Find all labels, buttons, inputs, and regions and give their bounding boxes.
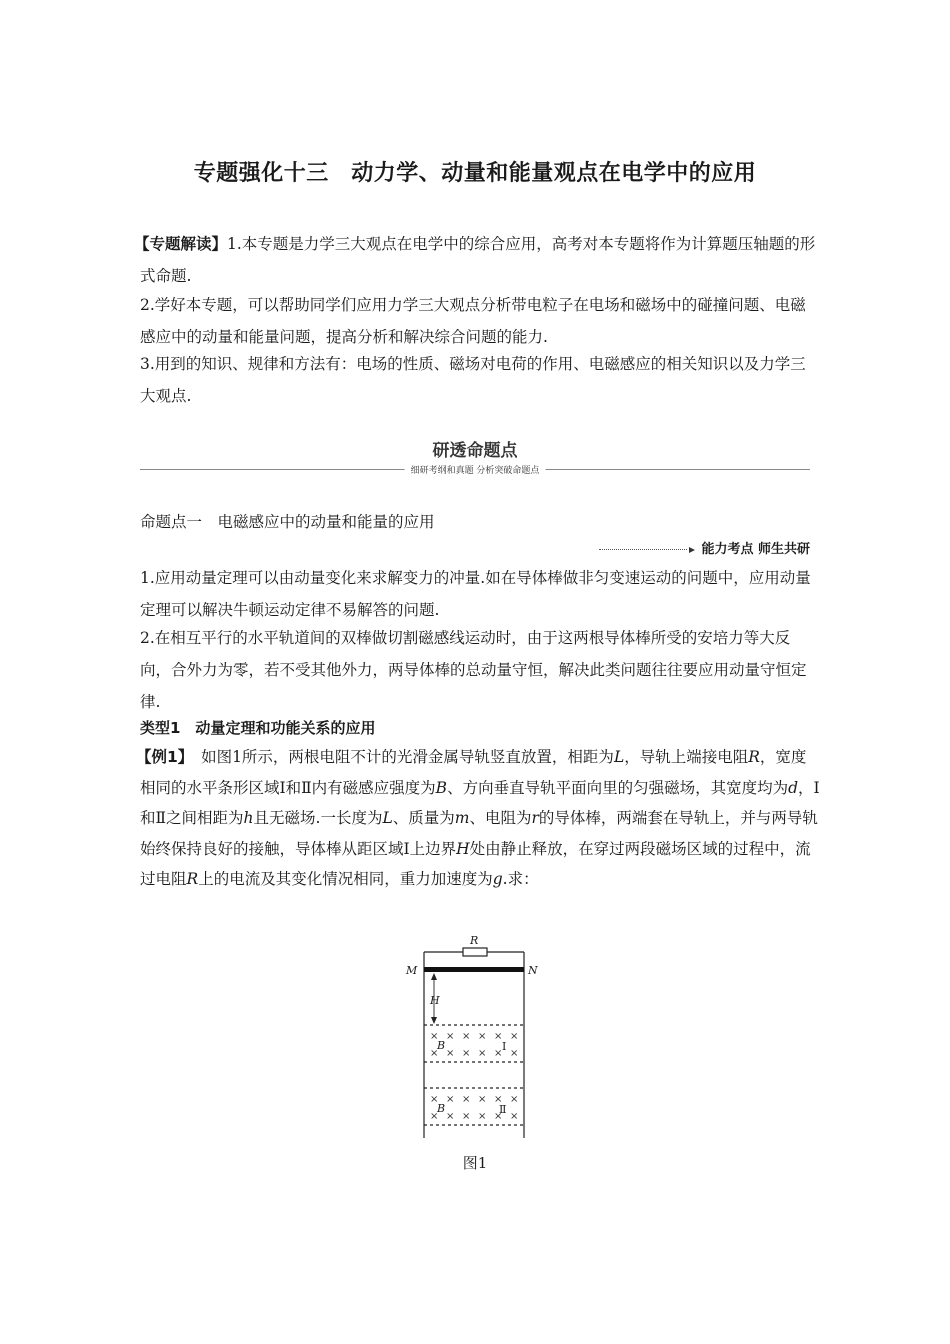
svg-text:×: × xyxy=(478,1048,487,1059)
example-text: ，导轨上端接电阻 xyxy=(624,748,749,766)
example-text: 上的电流及其变化情况相同，重力加速度为 xyxy=(198,870,493,888)
example-text: 的导体棒，两端套在导轨上，并与两导轨始终保持良好的接触，导体棒从距区域Ⅰ上边界 xyxy=(140,809,818,858)
var-H: H xyxy=(456,839,470,858)
tag-text: 能力考点 师生共研 xyxy=(701,542,810,557)
section-heading: 命题点一 电磁感应中的动量和能量的应用 xyxy=(140,513,435,531)
conductor-rod xyxy=(424,967,524,972)
intro-label: 【专题解读】 xyxy=(134,235,228,253)
svg-text:×: × xyxy=(446,1094,455,1105)
dotted-arrow-line xyxy=(599,549,687,550)
svg-text:×: × xyxy=(510,1094,519,1105)
var-m: m xyxy=(454,809,470,827)
example-text: ，宽度相同的水平条形区域Ⅰ和Ⅱ内有磁感应强度为 xyxy=(140,748,807,797)
example-text: 处由静止释放，在穿过两段磁场区域的过程中，流过电阻 xyxy=(140,839,811,888)
svg-text:×: × xyxy=(462,1111,471,1122)
svg-text:×: × xyxy=(446,1031,455,1042)
example-paragraph xyxy=(136,742,820,895)
figure-caption: 图1 xyxy=(462,1154,488,1172)
svg-text:×: × xyxy=(478,1031,487,1042)
var-r: r xyxy=(531,809,539,827)
var-R: R xyxy=(748,748,760,766)
var-L: L xyxy=(613,748,625,766)
banner-subtitle: 细研考纲和真题 分析突破命题点 xyxy=(405,463,546,476)
section-paragraph-1: 1.应用动量定理可以由动量变化来求解变力的冲量.如在导体棒做非匀变速运动的问题中，应用动量定理可以解决牛顿运动定律不易解答的问题. xyxy=(140,569,811,619)
svg-text:×: × xyxy=(494,1031,503,1042)
label-region-1: Ⅰ xyxy=(502,1040,507,1053)
intro-paragraph-3: 3.用到的知识、规律和方法有：电场的性质、磁场对电荷的作用、电磁感应的相关知识以及力学三大观点. xyxy=(140,355,806,405)
example-text: 如图1所示，两根电阻不计的光滑金属导轨竖直放置，相距为 xyxy=(201,748,614,766)
circuit-figure xyxy=(400,930,540,1140)
svg-text:×: × xyxy=(446,1048,455,1059)
label-N: N xyxy=(528,964,538,977)
svg-text:×: × xyxy=(494,1111,503,1122)
section-tag xyxy=(599,538,810,557)
resistor xyxy=(463,948,487,956)
svg-text:×: × xyxy=(510,1031,519,1042)
svg-text:×: × xyxy=(462,1031,471,1042)
svg-text:×: × xyxy=(462,1048,471,1059)
svg-text:×: × xyxy=(430,1111,439,1122)
svg-text:×: × xyxy=(446,1111,455,1122)
svg-text:×: × xyxy=(430,1048,439,1059)
var-g: g xyxy=(492,870,503,888)
label-region-2: Ⅱ xyxy=(499,1103,507,1116)
svg-text:×: × xyxy=(478,1094,487,1105)
example-text: .求： xyxy=(502,870,539,888)
var-L: L xyxy=(382,809,393,827)
intro-paragraph-2: 2.学好本专题，可以帮助同学们应用力学三大观点分析带电粒子在电场和磁场中的碰撞问题、电磁感应中的动量和能量问题，提高分析和解决综合问题的能力. xyxy=(140,296,806,346)
var-h: h xyxy=(243,809,254,827)
example-text: 且无磁场.一长度为 xyxy=(253,809,383,827)
example-text: 、方向垂直导轨平面向里的匀强磁场，其宽度均为 xyxy=(447,778,789,797)
banner-title: 研透命题点 xyxy=(432,441,518,461)
svg-text:×: × xyxy=(510,1111,519,1122)
label-B1: B xyxy=(437,1039,446,1052)
type-heading: 类型1 动量定理和功能关系的应用 xyxy=(140,719,376,737)
example-text: 、质量为 xyxy=(392,809,455,827)
svg-text:×: × xyxy=(430,1031,439,1042)
section-banner xyxy=(140,436,810,480)
arrow-icon xyxy=(689,547,695,553)
example-text: 、电阻为 xyxy=(469,809,532,827)
label-B2: B xyxy=(437,1102,446,1115)
var-d: d xyxy=(788,778,799,797)
label-H: H xyxy=(430,994,440,1007)
svg-text:×: × xyxy=(494,1048,503,1059)
intro-text-1: 1.本专题是力学三大观点在电学中的综合应用，高考对本专题将作为计算题压轴题的形式命题. xyxy=(140,235,816,285)
var-B: B xyxy=(435,778,448,797)
intro-paragraph-1 xyxy=(134,228,820,292)
arrow-up-icon xyxy=(431,973,437,980)
svg-text:×: × xyxy=(494,1094,503,1105)
svg-text:×: × xyxy=(478,1111,487,1122)
var-R: R xyxy=(186,870,199,888)
svg-text:×: × xyxy=(462,1094,471,1105)
svg-text:×: × xyxy=(510,1048,519,1059)
svg-text:×: × xyxy=(430,1094,439,1105)
page-title: 专题强化十三 动力学、动量和能量观点在电学中的应用 xyxy=(193,161,757,186)
example-text: ，Ⅰ和Ⅱ之间相距为 xyxy=(140,778,820,827)
label-M: M xyxy=(406,964,418,977)
label-R: R xyxy=(470,934,479,947)
example-label: 【例1】 xyxy=(136,748,186,766)
section-paragraph-2: 2.在相互平行的水平轨道间的双棒做切割磁感线运动时，由于这两根导体棒所受的安培力等大反向，合外力为零，若不受其他外力，两导体棒的总动量守恒，解决此类问题往往要应用动量守恒定律. xyxy=(140,629,807,711)
arrow-down-icon xyxy=(431,1017,437,1024)
